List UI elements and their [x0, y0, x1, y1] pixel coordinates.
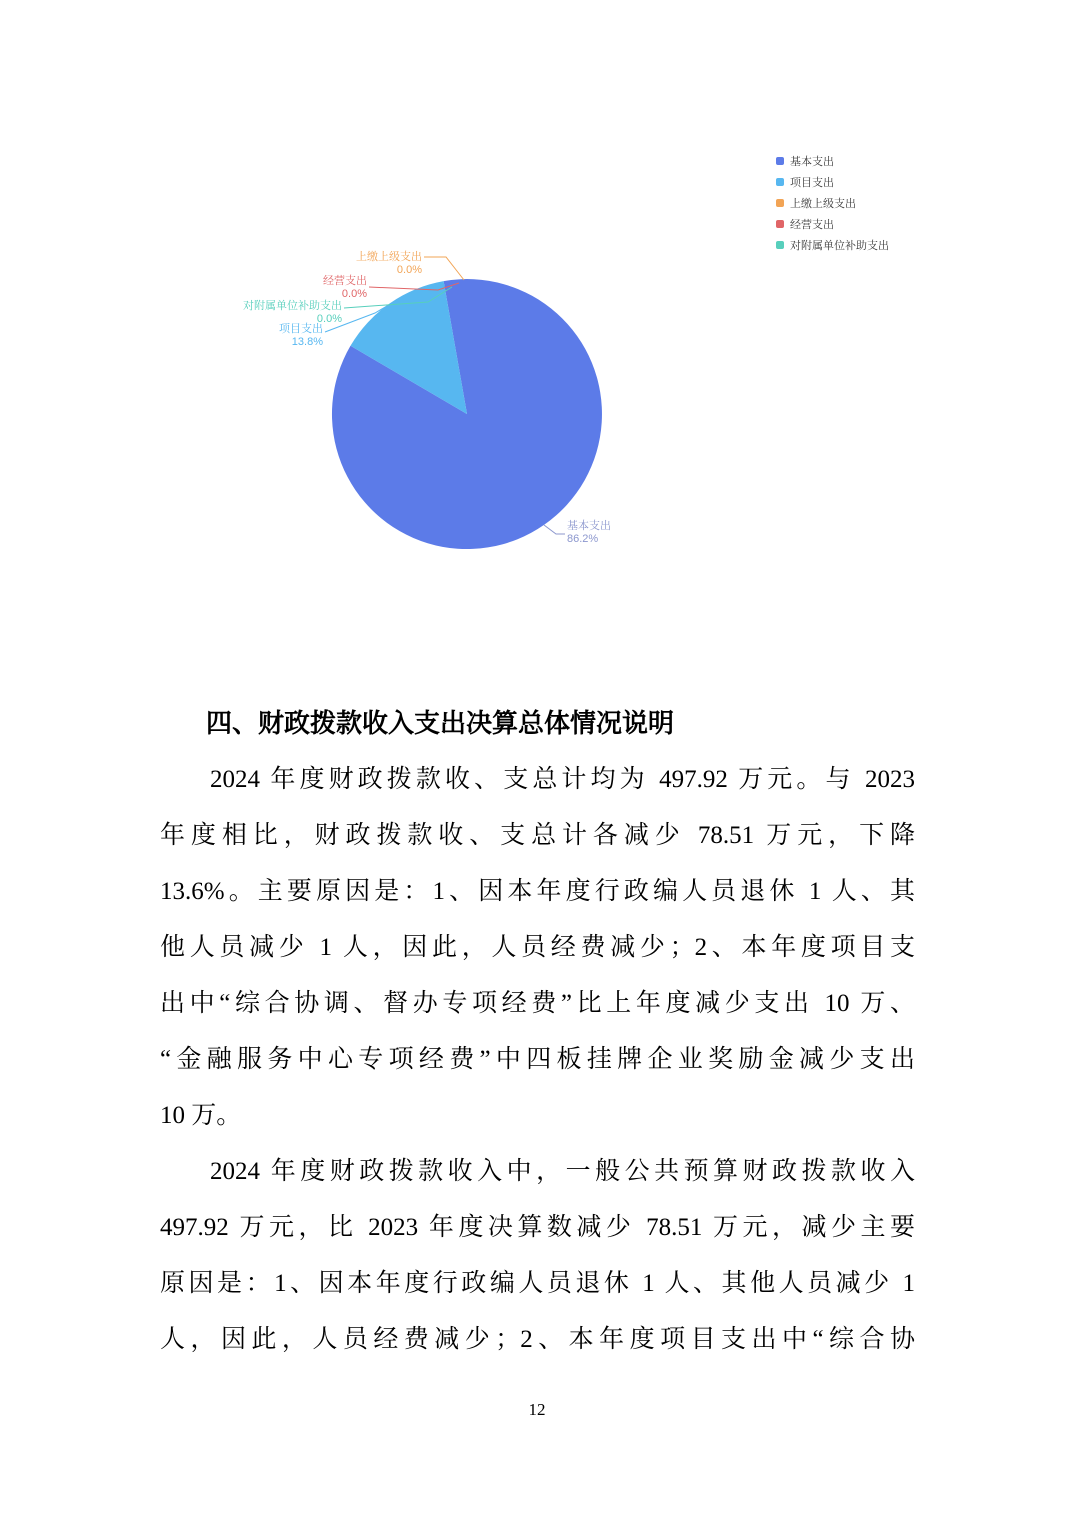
paragraph-line: 年度相比，财政拨款收、支总计各减少 78.51 万元，下降: [160, 822, 915, 849]
callout-label: 经营支出: [323, 275, 367, 287]
callout-percent: 0.0%: [316, 313, 342, 325]
callout-label: 基本支出: [567, 520, 611, 532]
paragraph-line: 13.6%。主要原因是：1、因本年度行政编人员退休 1 人、其: [160, 878, 915, 905]
paragraph-line: 出中“综合协调、督办专项经费”比上年度减少支出 10 万、: [160, 990, 915, 1017]
paragraph-line: 10 万。: [160, 1102, 242, 1129]
legend-label: 基本支出: [790, 155, 834, 168]
callout-percent: 86.2%: [567, 533, 599, 545]
callout-label: 上缴上级支出: [356, 251, 422, 263]
legend-label: 对附属单位补助支出: [790, 239, 889, 252]
paragraph-line: 2024 年度财政拨款收、支总计均为 497.92 万元。与 2023: [210, 766, 915, 793]
paragraphs: [160, 752, 915, 1368]
section-heading: 四、财政拨款收入支出决算总体情况说明: [206, 708, 675, 738]
paragraph-0: [160, 752, 915, 1144]
chart-legend: [776, 150, 889, 255]
callout-label: 项目支出: [279, 323, 323, 335]
paragraph-line: 原因是：1、因本年度行政编人员退休 1 人、其他人员减少 1: [160, 1270, 915, 1297]
callout-percent: 0.0%: [396, 264, 422, 276]
legend-swatch-icon: [776, 178, 784, 186]
paragraph-line: “金融服务中心专项经费”中四板挂牌企业奖励金减少支出: [160, 1046, 915, 1073]
pie-chart-svg: [0, 140, 1074, 610]
legend-swatch-icon: [776, 199, 784, 207]
legend-swatch-icon: [776, 157, 784, 165]
pie-leader-line-0: [544, 525, 565, 534]
pie-callout-0: [567, 520, 611, 546]
paragraph-1: [160, 1144, 915, 1368]
legend-item-0: [776, 150, 889, 171]
pie-leader-line-2: [424, 257, 464, 280]
legend-item-4: [776, 234, 889, 255]
legend-item-2: [776, 192, 889, 213]
pie-callout-2: [356, 251, 422, 277]
legend-label: 经营支出: [790, 218, 834, 231]
legend-swatch-icon: [776, 241, 784, 249]
callout-percent: 0.0%: [341, 288, 367, 300]
legend-label: 项目支出: [790, 176, 834, 189]
expenditure-pie-chart: [0, 140, 1074, 610]
paragraph-line: 2024 年度财政拨款收入中，一般公共预算财政拨款收入: [210, 1158, 915, 1185]
legend-swatch-icon: [776, 220, 784, 228]
legend-item-3: [776, 213, 889, 234]
paragraph-line: 他人员减少 1 人，因此，人员经费减少；2、本年度项目支: [160, 934, 915, 961]
page-number: 12: [528, 1400, 546, 1419]
callout-label: 对附属单位补助支出: [243, 300, 342, 312]
callout-percent: 13.8%: [291, 336, 323, 348]
legend-label: 上缴上级支出: [790, 197, 856, 210]
pie-callout-1: [279, 323, 323, 349]
paragraph-line: 497.92 万元，比 2023 年度决算数减少 78.51 万元，减少主要: [160, 1214, 915, 1241]
pie-callout-3: [323, 275, 367, 301]
paragraph-line: 人，因此，人员经费减少；2、本年度项目支出中“综合协: [160, 1326, 915, 1353]
legend-item-1: [776, 171, 889, 192]
page-footer: [0, 1400, 1074, 1420]
pie-callout-4: [243, 300, 342, 326]
document-body: [160, 700, 915, 1368]
